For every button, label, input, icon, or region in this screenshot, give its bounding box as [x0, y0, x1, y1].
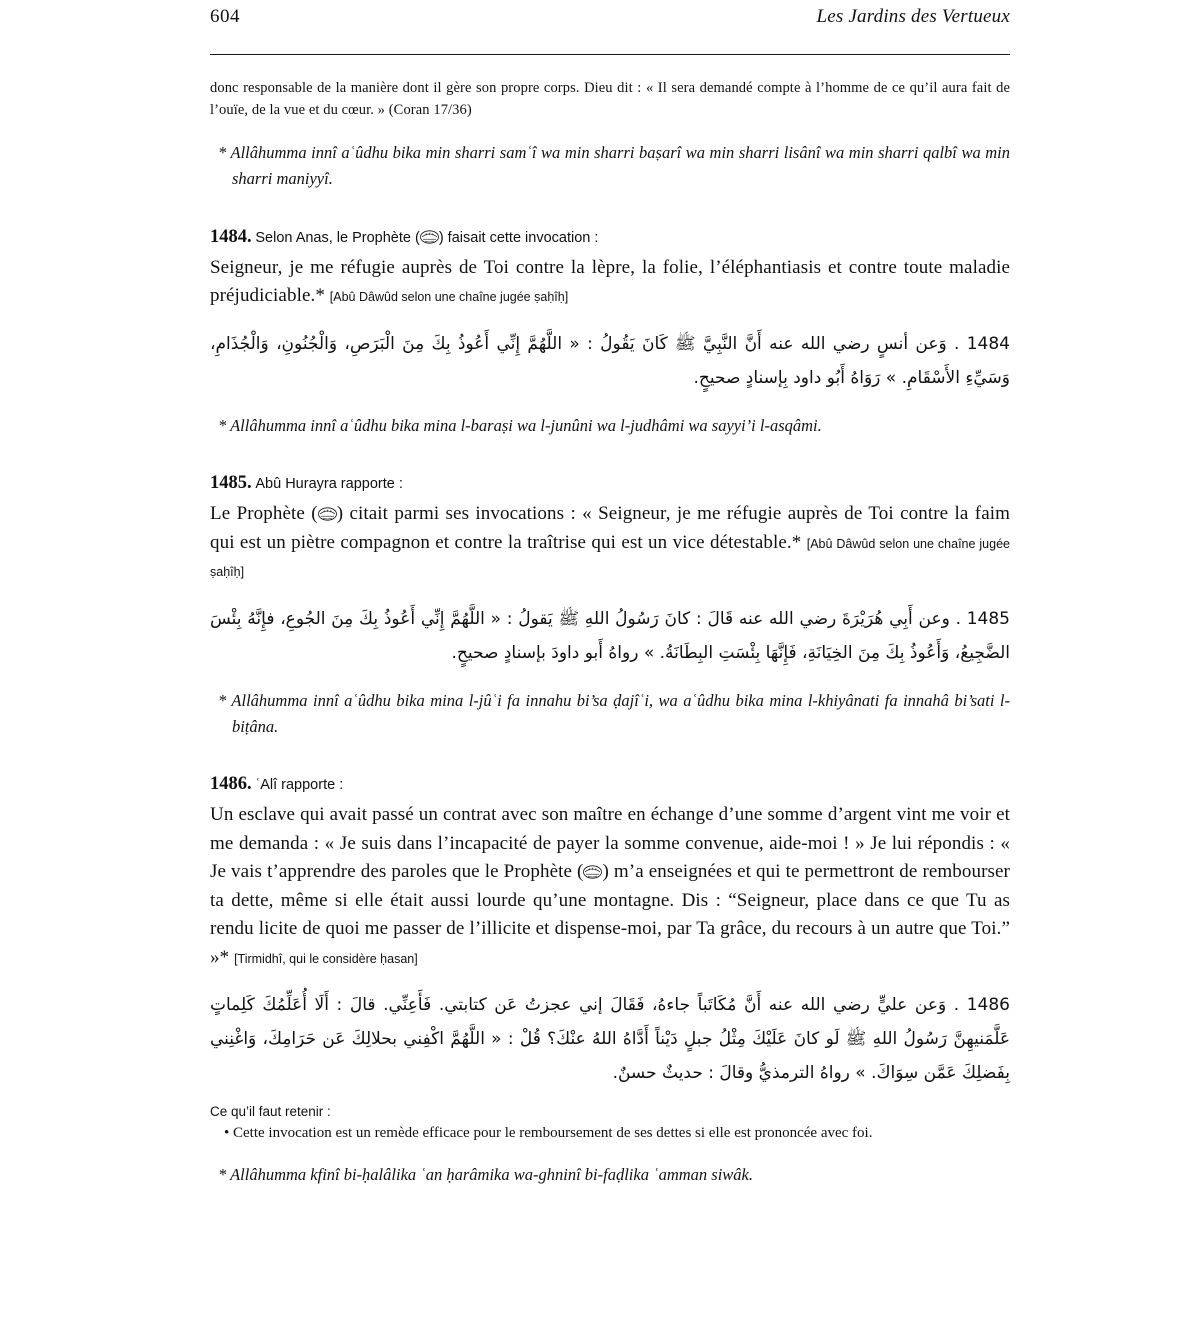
intro-paragraph: donc responsable de la manière dont il gère son propre corps. Dieu dit : « Il sera demandé compte à l’homme de ce qu’il aura fait de l’ouïe, de la vue et du cœur. » (Coran 17/36) — [210, 80, 1010, 119]
hadith-narrator: ʿAlî rapporte : — [255, 777, 344, 794]
bullet-icon: • — [224, 1125, 230, 1142]
hadith-heading — [210, 227, 1010, 248]
page-content — [210, 0, 1010, 1189]
retain-heading: Ce qu’il faut retenir : — [210, 1104, 331, 1120]
translation-text-pre: Le Prophète ( — [210, 503, 318, 525]
translation-text-post: ) citait parmi ses invocations : « Seigneur, je me réfugie auprès de Toi contre la faim qui est un piètre compagnon et contre la traîtrise qui est un vice détestable.* — [210, 503, 1010, 553]
hadith-entry-1485 — [210, 473, 1010, 740]
hadith-transliteration: * Allâhumma innî aʿûdhu bika mina l-baraṣi wa l-junûni wa l-judhâmi wa sayyi’i l-asqâmi. — [218, 415, 822, 435]
hadith-translation — [210, 500, 1010, 586]
salawat-seal-icon — [420, 230, 439, 244]
intro-transliteration: * Allâhumma innî aʿûdhu bika min sharri samʿî wa min sharri baṣarî wa min sharri lisânî wa min sharri qalbî wa min sharri maniyyî. — [218, 142, 1010, 189]
hadith-narrator: Abû Hurayra rapporte : — [255, 476, 403, 493]
hadith-entry-1486 — [210, 774, 1010, 1188]
hadith-narrator-end: ) faisait cette invocation : — [438, 229, 599, 246]
translation-text-pre: Un esclave qui avait passé un contrat avec son maître en échange d’une somme d’argent vint me voir et me demanda : « Je suis dans l’incapacité de payer la somme convenue, aide-moi ! » Je lui répondis : « Je vais t’apprendre des paroles que le Prophète ( — [210, 804, 1010, 883]
hadith-arabic-text: 1485 . وعن أَبِي هُرَيْرَةَ رضي الله عنه قَالَ : كانَ رَسُولُ اللهِ ﷺ يَقولُ : « اللَّهُمَّ إِنِّي أَعُوذُ بِكَ مِنَ الجُوعِ، فإِنَّهُ بِئْسَ الضَّجِيعُ، وَأَعُوذُ بِكَ مِنَ الخِيَانَةِ، فَإِنَّهَا بِئْسَتِ البِطَانَةُ. » رواهُ أَبو داودَ بإسنادٍ صحيحٍ. — [210, 608, 1010, 663]
salawat-seal-icon — [583, 865, 602, 879]
hadith-narrator: Selon Anas, le Prophète ( — [255, 229, 420, 246]
hadith-transliteration: * Allâhumma innî aʿûdhu bika mina l-jûʿi fa innahu bi’sa ḍajîʿi, wa aʿûdhu bika mina l-khiyânati fa innahâ bi’sati l-biṭâna. — [218, 690, 1010, 736]
hadith-source: [Abû Dâwûd selon une chaîne jugée ṣaḥîḥ] — [329, 290, 569, 305]
hadith-source: [Tirmidhî, qui le considère ḥasan] — [234, 951, 418, 966]
hadith-number: 1484. — [210, 226, 252, 247]
hadith-arabic-text: 1484 . وَعن أنسٍ رضي الله عنه أَنَّ النَّبِيَّ ﷺ كَانَ يَقُولُ : « اللَّهُمَّ إِنِّي أَعُوذُ بِكَ مِنَ الْبَرَصِ، وَالْجُنُونِ، وَالْجُذَامِ، وَسَيِّءِ الأَسْقَامِ. » رَوَاهُ أَبُو داود بِإسنادٍ صحيحٍ. — [210, 333, 1010, 388]
hadith-heading — [210, 774, 1010, 795]
translation-text-post: ) m’a enseignées et qui te permettront de rembourser ta dette, même si elle était aussi lourde qu’une montagne. Dis : “Seigneur, place dans ce que Tu as rendu licite de quoi me passer de l’illicite et dispense-moi, par Ta grâce, du recours à un autre que Toi.” »* — [210, 861, 1010, 968]
header-divider — [210, 54, 1010, 55]
translation-text: Seigneur, je me réfugie auprès de Toi contre la lèpre, la folie, l’éléphantiasis et contre toute maladie préjudiciable.* — [210, 256, 1010, 307]
salawat-seal-icon — [318, 507, 337, 521]
retain-bullet-text: Cette invocation est un remède efficace pour le remboursement de ses dettes si elle est prononcée avec foi. — [233, 1125, 873, 1142]
hadith-number: 1485. — [210, 473, 252, 494]
hadith-source: [Abû Dâwûd selon une chaîne jugée ṣaḥîḥ] — [210, 536, 1010, 580]
hadith-transliteration: * Allâhumma kfinî bi-ḥalâlika ʿan ḥarâmika wa-ghninî bi-faḍlika ʿamman siwâk. — [218, 1165, 753, 1185]
hadith-translation — [210, 254, 1010, 311]
hadith-heading — [210, 473, 1010, 494]
hadith-number: 1486. — [210, 774, 252, 795]
page-number: 604 — [210, 6, 240, 27]
book-title: Les Jardins des Vertueux — [816, 6, 1010, 27]
hadith-translation — [210, 801, 1010, 972]
retain-bullet — [210, 1123, 1010, 1144]
page-header — [210, 6, 1010, 50]
hadith-entry-1484 — [210, 227, 1010, 439]
hadith-arabic-text: 1486 . وَعن عليٍّ رضي الله عنه أَنَّ مُكَاتَباً جاءهُ، فَقَالَ إني عجزتُ عَن كتابتي. فَأَعِنِّي. قالَ : أَلَا أُعَلِّمُكَ كَلِماتٍ عَلَّمَنيهِنَّ رَسُولُ اللهِ ﷺ لَو كانَ عَلَيْكَ مِثْلُ جبلٍ دَيْناً أَدَّاهُ اللهُ عنْكَ؟ قُلْ : « اللَّهُمَّ اكْفِني بحلالِكَ عَن حَرَامِكَ، وَاغْنِني بِفَضلِكَ عَمَّن سِوَاكَ. » رواهُ الترمذيُّ وقالَ : حديثٌ حسنٌ. — [210, 995, 1010, 1084]
